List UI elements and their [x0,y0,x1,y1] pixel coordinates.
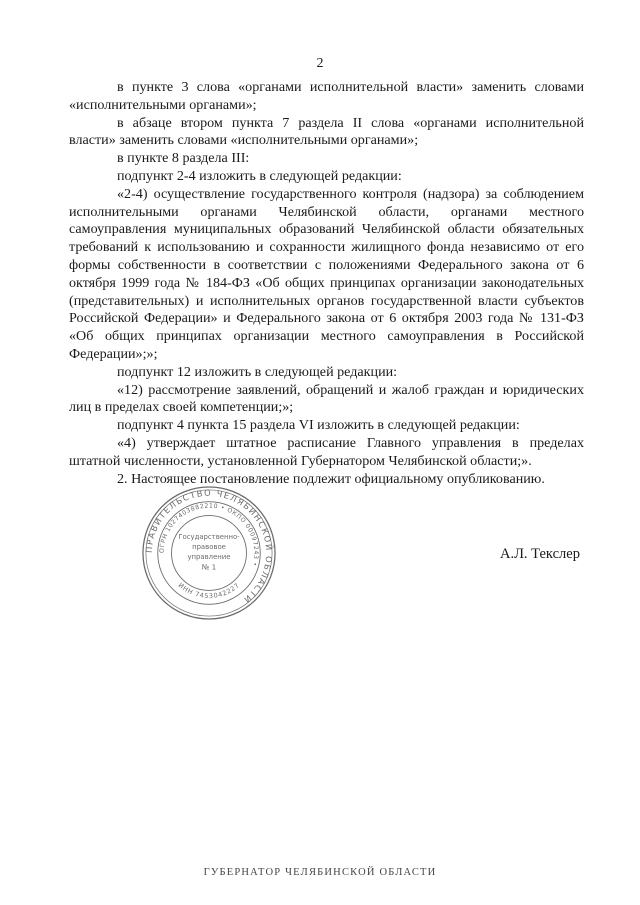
seal-inner-text: ОГРН 1027403882210 • ОКПО 00097243 • [158,502,260,568]
seal-center-line-3: управление [187,552,231,561]
paragraph-4: подпункт 2-4 изложить в следующей редакции: [117,167,402,184]
paragraph-2: в абзаце втором пункта 7 раздела II слова «органами исполнительной власти» заменить словами «исполнительными органами»; [69,114,584,149]
paragraph-8: подпункт 4 пункта 15 раздела VI изложить в следующей редакции: [117,417,520,434]
seal-outer-text: ПРАВИТЕЛЬСТВО ЧЕЛЯБИНСКОЙ ОБЛАСТИ [143,487,275,606]
footer-title: ГУБЕРНАТОР ЧЕЛЯБИНСКОЙ ОБЛАСТИ [203,867,437,878]
paragraph-5: «2-4) осуществление государственного контроля (надзора) за соблюдением исполнительными органами Челябинской области, органами местного самоуправления муниципальных образований Челябинской области обязательных требований к использованию и сохранности жилищного фонда независимо от его формы собственности в соответствии с положениями Федерального закона от 6 октября 1999 года № 184-ФЗ «Об общих принципах организации законодательных (представительных) и исполнительных органов государственной власти субъектов Российской Федерации» и Федерального закона от 6 октября 2003 года № 131-ФЗ «Об общих принципах организации местного самоуправления в Российской Федерации»;»; [69,185,584,362]
page-number: 2 [316,56,324,71]
seal-center-line-2: правовое [192,543,226,552]
paragraph-7: «12) рассмотрение заявлений, обращений и жалоб граждан и юридических лиц в пределах своей компетенции;»; [69,381,584,416]
signature-name: А.Л. Текслер [500,546,580,562]
paragraph-6: подпункт 12 изложить в следующей редакции: [117,363,398,380]
paragraph-9: «4) утверждает штатное расписание Главного управления в пределах штатной численности, установленной Губернатором Челябинской области;». [69,434,584,469]
official-seal [140,484,278,622]
paragraph-10: 2. Настоящее постановление подлежит официальному опубликованию. [117,470,545,487]
seal-inn-text: ИНН 7453042227 [176,581,242,601]
paragraph-3: в пункте 8 раздела III: [117,150,250,167]
paragraph-1: в пункте 3 слова «органами исполнительной власти» заменить словами «исполнительными органами»; [69,79,584,113]
document-body [69,79,584,488]
seal-center-line-4: № 1 [201,562,217,572]
seal-center-line-1: Государственно- [178,533,240,542]
